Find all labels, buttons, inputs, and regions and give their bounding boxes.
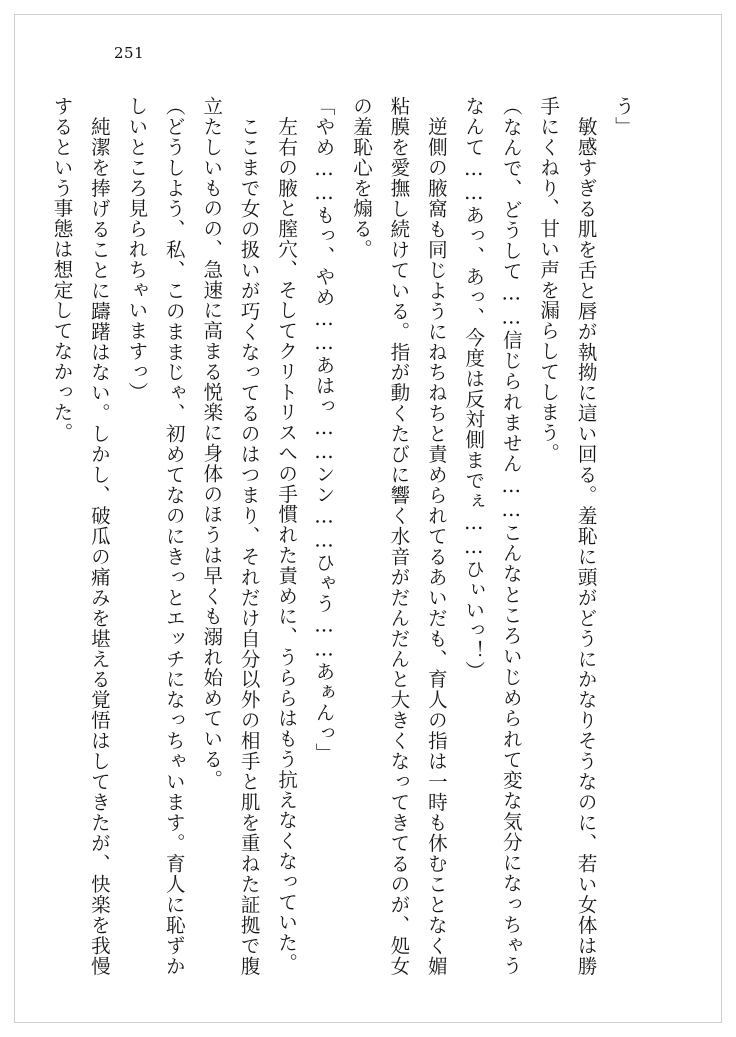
- paragraph: 左右の腋と膣穴、そしてクリトリスへの手慣れた責めに、うららはもう抗えなくなっていた。: [275, 96, 299, 974]
- page-number: 251: [114, 44, 145, 62]
- paragraph: （どうしよう、私、このままじゃ、初めてなのにきっとエッチになっちゃいます。育人に恥ずかしいところ見られちゃいますっ）: [125, 96, 186, 976]
- paragraph: 敏感すぎる肌を舌と唇が執拗に這い回る。羞恥に頭がどうにかなりそうなのに、若い女体は勝手にくねり、甘い声を漏らしてしまう。: [537, 96, 598, 976]
- paragraph: （なんで、どうして……信じられません……こんなところいじめられて変な気分になっちゃうなんて……あっ、あっ、今度は反対側までぇ……ひぃいっ！）: [462, 96, 523, 976]
- paragraph: 純潔を捧げることに躊躇はない。しかし、破瓜の痛みを堪える覚悟はしてきたが、快楽を我慢するという事態は想定してなかった。: [50, 96, 111, 976]
- paragraph: 逆側の腋窩も同じようにねちねちと責められてるあいだも、育人の指は一時も休むことなく媚粘膜を愛撫し続けている。指が動くたびに響く水音がだんだんと大きくなってきてるのが、処女の羞恥心を煽る。: [349, 96, 448, 976]
- paragraph: う」: [612, 96, 635, 137]
- vertical-text-body: [50, 96, 642, 976]
- paragraph: ここまで女の扱いが巧くなってるのはつまり、それだけ自分以外の相手と肌を重ねた証拠で腹立たしいものの、急速に高まる悦楽に身体のほうは早くも溺れ始めている。: [200, 96, 261, 976]
- paragraph: 「やめ……もっ、やめ……あはっ……ンン……ひゃう……あぁんっ」: [312, 96, 336, 764]
